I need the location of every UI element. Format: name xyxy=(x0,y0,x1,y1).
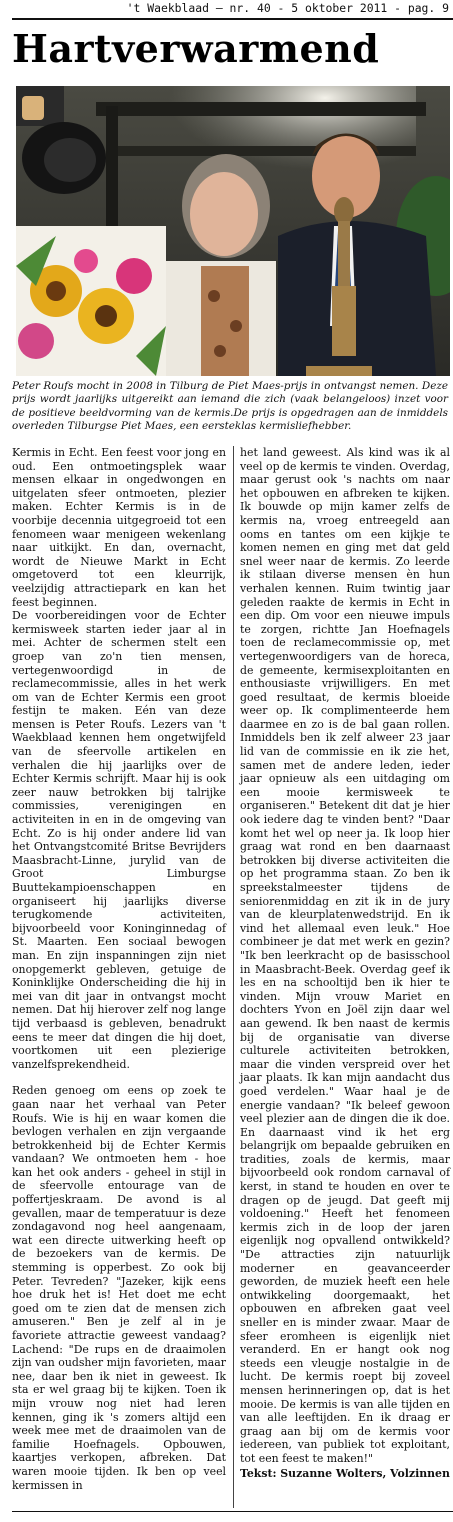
article-photo xyxy=(16,86,450,376)
article-byline: Tekst: Suzanne Wolters, Volzinnen xyxy=(240,1466,450,1480)
article-paragraph-1: Kermis in Echt. Een feest voor jong en oud. Een ontmoetingsplek waar mensen elkaar in ongedwongen en uitgelaten sfeer ontmoeten, plezier maken. Echter Kermis is in de voorbije decennia uitgegroeid tot een fenomeen waar menigeen wekenlang naar uitkijkt. En dan, overnacht, wordt de Nieuwe Markt in Echt omgetoverd tot een kleurrijk, veelzijdig attractiepark en kan het feest beginnen. xyxy=(12,446,226,609)
article-paragraph-3: Reden genoeg om eens op zoek te gaan naar het verhaal van Peter Roufs. Wie is hij en waar komen die bevlogen verhalen en zijn vergaande betrokkenheid bij de Echter Kermis vandaan? We ontmoeten hem - hoe kan het ook anders - geheel in stijl in de sfeervolle entourage van de poffertjeskraam. De avond is al gevallen, maar de temperatuur is deze zondagavond nog heel aangenaam, wat een directe uitwerking heeft op de bezoekers van de kermis. De stemming is opperbest. Zo ook bij Peter. Tevreden? "Jazeker, kijk eens hoe druk het is! Het doet me echt goed om te zien dat de mensen zich amuseren." Ben je zelf al in je favoriete attractie geweest vandaag? Lachend: "De rups en de draaimolen zijn van oudsher mijn favorieten, maar nee, daar ben ik niet in geweest. Ik sta er wel graag bij te kijken. Toen ik mijn vrouw nog niet had leren kennen, ging ik 's zomers altijd een week mee met de draaimolen van de familie Hoefnagels. Opbouwen, kaartjes verkopen, afbreken. Dat waren mooie tijden. Ik ben op veel kermissen in xyxy=(12,1084,226,1492)
article-paragraph-2: De voorbereidingen voor de Echter kermisweek starten ieder jaar al in mei. Achter de schermen stelt een groep van zo'n tien mensen, vertegenwoordigd in de reclamecommissie, alles in het werk om van de Echter Kermis een groot festijn te maken. Eén van deze mensen is Peter Roufs. Lezers van 't Waekblaad kennen hem ongetwijfeld van de sfeervolle artikelen en verhalen die hij jaarlijks over de Echter Kermis schrijft. Maar hij is ook zeer nauw betrokken bij talrijke commissies, verenigingen en activiteiten in en in de omgeving van Echt. Zo is hij onder andere lid van het Ontvangstcomité Britse Bevrijders Maasbracht-Linne, jurylid van de Groot Limburgse Buuttekampioenschappen en organiseert hij jaarlijks diverse terugkomende activiteiten, bijvoorbeeld voor Koninginnedag of St. Maarten. Een sociaal bewogen man. En zijn inspanningen zijn niet onopgemerkt gebleven, getuige de Koninklijke Onderscheiding die hij in mei van dit jaar in ontvangst mocht nemen. Dat hij hierover zelf nog lange tijd verbaasd is gebleven, benadrukt eens te meer dat dingen die hij doet, voortkomen uit een plezierige vanzelfsprekendheid. xyxy=(12,609,226,1071)
article-column-left xyxy=(12,446,226,1492)
column-divider xyxy=(233,446,234,1508)
article-paragraph-4: het land geweest. Als kind was ik al veel op de kermis te vinden. Overdag, maar gerust ook 's nachts om naar het opbouwen en afbreken te kijken. Ik bouwde op mijn kamer zelfs de kermis na, vroeg entreegeld aan ooms en tantes om een kijkje te komen nemen en ging met dat geld snel weer naar de kermis. Zo leerde ik stilaan diverse mensen èn hun verhalen kennen. Ruim twintig jaar geleden raakte de kermis in Echt in een dip. Om voor een nieuwe impuls te zorgen, richtte Jan Hoefnagels toen de reclamecommissie op, met vertegenwoordigers van de horeca, de gemeente, kermisexploitanten en enthousiaste vrijwilligers. En met goed resultaat, de kermis bloeide weer op. Ik complimenteerde hem daarmee en zo is de bal gaan rollen. Inmiddels ben ik zelf alweer 23 jaar lid van de commissie en ik zie het, samen met de andere leden, ieder jaar opnieuw als een uitdaging om een mooie kermisweek te organiseren." Betekent dit dat je hier ook iedere dag te vinden bent? "Daar komt het wel op neer ja. Ik loop hier graag wat rond en ben daarnaast betrokken bij diverse activiteiten die op het programma staan. Zo ben ik spreekstalmeester tijdens de seniorenmiddag en zit ik in de jury van de kleurplatenwedstrijd. En ik vind het allemaal even leuk." Hoe combineer je dat met werk en gezin? "Ik ben leerkracht op de basisschool in Maasbracht-Beek. Overdag geef ik les en na schooltijd ben ik hier te vinden. Mijn vrouw Mariet en dochters Yvon en Joël zijn daar wel aan gewend. Ik ben naast de kermis bij de organisatie van diverse culturele activiteiten betrokken, maar die vinden verspreid over het jaar plaats. Ik kan mijn aandacht dus goed verdelen." Waar haal je de energie vandaan? "Ik beleef gewoon veel plezier aan de dingen die ik doe. En daarnaast vind ik het erg belangrijk om bepaalde gebruiken en tradities, zoals de kermis, maar bijvoorbeeld ook rondom carnaval of kerst, in stand te houden en over te dragen op de jeugd. Dat geeft mij voldoening." Heeft het fenomeen kermis zich in de loop der jaren eigenlijk nog opvallend ontwikkeld? "De attracties zijn natuurlijk moderner en geavanceerder geworden, de muziek heeft een hele ontwikkeling doorgemaakt, het opbouwen en afbreken gaat veel sneller en is minder zwaar. Maar de sfeer eromheen is eigenlijk niet veranderd. En er hangt ook nog steeds een vleugje nostalgie in de lucht. De kermis roept bij zoveel mensen herinneringen op, dat is het mooie. De kermis is van alle tijden en van alle leeftijden. En ik draag er graag aan bij om de kermis voor iedereen, van publiek tot exploitant, tot een feest te maken!" xyxy=(240,446,450,1465)
top-rule xyxy=(12,18,453,20)
article-column-right xyxy=(240,446,450,1480)
caption-text: Peter Roufs mocht in 2008 in Tilburg de Piet Maes-prijs in ontvangst nemen. Deze prijs wordt jaarlijks uitgereikt aan iemand die zich (vaak belangeloos) inzet voor de positieve beeldvorming van de kermis.De prijs is opgedragen aan de inmiddels overleden Tilburgse Piet Maes, een eersteklas kermisliefhebber. xyxy=(12,380,448,433)
photo-caption xyxy=(12,380,448,434)
page-header-text: 't Waekblaad – nr. 40 - 5 oktober 2011 - pag. 9 xyxy=(126,1,449,15)
page-header xyxy=(10,0,449,16)
article-title: Hartverwarmend xyxy=(12,26,380,71)
bottom-rule xyxy=(12,1511,453,1512)
